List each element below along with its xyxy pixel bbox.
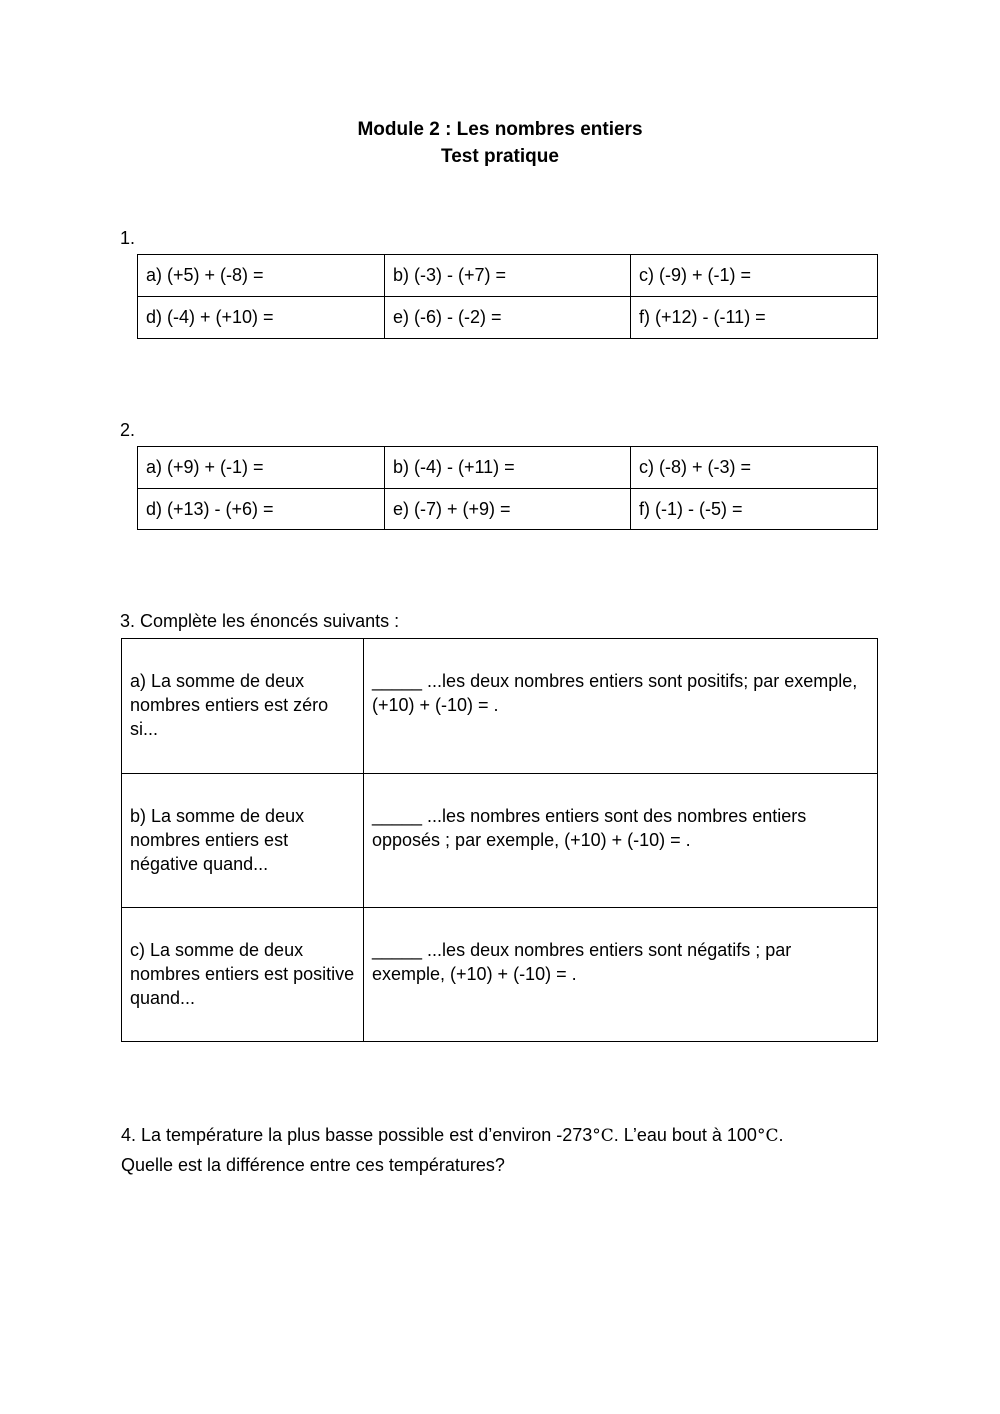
- exercise-cell: b) (-4) - (+11) =: [385, 447, 631, 489]
- page-subtitle: Test pratique: [441, 146, 559, 167]
- question-2-number: 2.: [120, 420, 136, 440]
- statement-prompt: c) La somme de deux nombres entiers est positive quand...: [122, 908, 364, 1042]
- question-4-text-start: 4. La température la plus basse possible est d’environ -273: [121, 1125, 593, 1145]
- table-row: [122, 774, 878, 908]
- question-4-line-2: Quelle est la différence entre ces températures?: [121, 1155, 505, 1175]
- exercise-cell: c) (-8) + (-3) =: [631, 447, 878, 489]
- question-3-heading: 3. Complète les énoncés suivants :: [120, 611, 400, 631]
- exercise-cell: d) (+13) - (+6) =: [138, 489, 385, 530]
- question-4-text-end: .: [778, 1125, 784, 1145]
- question-4: [121, 1121, 891, 1180]
- statement-prompt: b) La somme de deux nombres entiers est négative quand...: [122, 774, 364, 908]
- question-1-number: 1.: [120, 228, 136, 248]
- table-row: [138, 489, 878, 530]
- question-4-line-1: [121, 1121, 891, 1151]
- question-3-table: [121, 638, 878, 1042]
- statement-answer: _____ ...les nombres entiers sont des nombres entiers opposés ; par exemple, (+10) + (-10) = .: [364, 774, 878, 908]
- degree-unit: °C: [592, 1126, 614, 1146]
- exercise-cell: c) (-9) + (-1) =: [631, 255, 878, 297]
- exercise-cell: a) (+9) + (-1) =: [138, 447, 385, 489]
- table-row: [138, 447, 878, 489]
- degree-unit: °C: [756, 1126, 779, 1146]
- exercise-cell: d) (-4) + (+10) =: [138, 297, 385, 339]
- question-2-table: [137, 446, 878, 530]
- exercise-cell: e) (-6) - (-2) =: [385, 297, 631, 339]
- exercise-cell: f) (+12) - (-11) =: [631, 297, 878, 339]
- exercise-cell: b) (-3) - (+7) =: [385, 255, 631, 297]
- table-row: [122, 639, 878, 774]
- table-row: [122, 908, 878, 1042]
- statement-answer: _____ ...les deux nombres entiers sont positifs; par exemple, (+10) + (-10) = .: [364, 639, 878, 774]
- exercise-cell: f) (-1) - (-5) =: [631, 489, 878, 530]
- table-row: [138, 255, 878, 297]
- page-title: Module 2 : Les nombres entiers: [357, 119, 643, 140]
- question-4-text-mid: . L’eau bout à 100: [613, 1125, 757, 1145]
- statement-answer: _____ ...les deux nombres entiers sont négatifs ; par exemple, (+10) + (-10) = .: [364, 908, 878, 1042]
- exercise-cell: e) (-7) + (+9) =: [385, 489, 631, 530]
- exercise-cell: a) (+5) + (-8) =: [138, 255, 385, 297]
- statement-prompt: a) La somme de deux nombres entiers est zéro si...: [122, 639, 364, 774]
- table-row: [138, 297, 878, 339]
- question-1-table: [137, 254, 878, 339]
